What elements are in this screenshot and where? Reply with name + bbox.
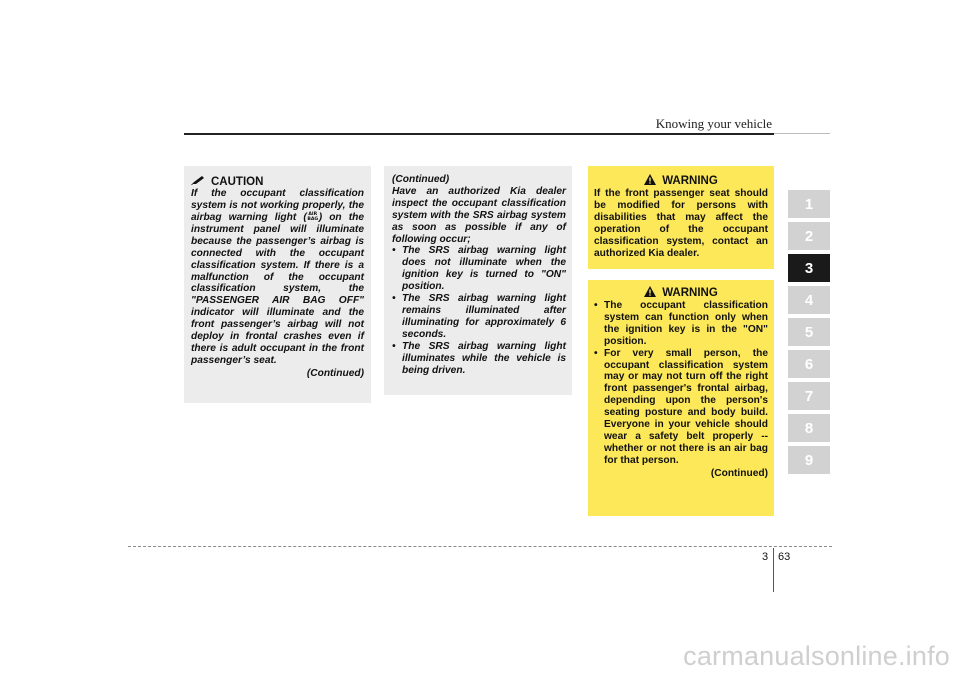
chapter-tab-6[interactable]: 6 — [788, 350, 830, 378]
footer-rule — [128, 546, 832, 547]
chapter-tab-9[interactable]: 9 — [788, 446, 830, 474]
continued-intro: Have an authorized Kia dealer inspect the occupant classification system with the SRS airbag system as soon as possible if any of following occur; — [392, 185, 566, 245]
caution-title: CAUTION — [211, 175, 264, 188]
chapter-tab-5[interactable]: 5 — [788, 318, 830, 346]
list-item: • The occupant classification system can function only when the ignition key is in the "ON" position. — [594, 300, 768, 348]
warning-title-row — [594, 286, 768, 300]
warning-box-classification — [588, 280, 774, 516]
watermark: carmanualsonline.info — [683, 641, 950, 671]
header-title: Knowing your vehicle — [655, 116, 772, 131]
continued-heading: (Continued) — [392, 174, 450, 185]
chapter-tabs — [788, 190, 830, 478]
pencil-icon — [191, 175, 205, 188]
warning-title-row — [594, 174, 768, 188]
chapter-tab-7[interactable]: 7 — [788, 382, 830, 410]
page-chapter-number: 3 — [762, 551, 769, 563]
chapter-tab-8[interactable]: 8 — [788, 414, 830, 442]
caution-text — [191, 188, 364, 367]
warning-box-seat-modification — [588, 166, 774, 269]
warning-text: If the front passenger seat should be modified for persons with disabilities that may affect the operation of the occupant classification system, contact an authorized Kia dealer. — [594, 188, 768, 259]
warning-triangle-icon — [644, 286, 656, 300]
list-item: • The SRS airbag warning light illuminates while the vehicle is being driven. — [392, 341, 566, 377]
caution-text-part1: If the occupant classification system is not working properly, the airbag warning light ( — [191, 188, 364, 223]
warning-title: WARNING — [662, 287, 718, 299]
warning-triangle-icon — [644, 174, 656, 188]
caution-continued: (Continued) — [306, 367, 364, 379]
header-rule-extension — [774, 133, 830, 134]
footer-divider — [773, 548, 774, 592]
header-rule — [184, 133, 774, 135]
page-number: 63 — [778, 551, 791, 563]
warning-title: WARNING — [662, 175, 718, 187]
continued-box — [384, 166, 572, 395]
list-item: • The SRS airbag warning light does not illuminate when the ignition key is turned to "ON" position. — [392, 245, 566, 293]
chapter-tab-3[interactable]: 3 — [788, 254, 830, 282]
warning-bullet-list — [594, 300, 768, 467]
chapter-tab-2[interactable]: 2 — [788, 222, 830, 250]
list-item: • The SRS airbag warning light remains illuminated after illuminating for approximately 6 seconds. — [392, 293, 566, 341]
caution-text-part2: ) on the instrument panel will illuminate because the passenger’s airbag is connected with the occupant classification system. If there is a malfunction of the occupant classification system, the "PASSENGER AIR BAG OFF" indicator will illuminate and the front passenger’s airbag will not deploy in frontal crashes even if there is adult occupant in the front passenger’s seat. — [191, 212, 364, 366]
caution-box — [184, 166, 371, 403]
list-item: • For very small person, the occupant classification system may or may not turn off the right front passenger's frontal airbag, depending upon the person's seating posture and body build. Everyone in your vehicle should wear a safety belt properly -- whether or not there is an air bag for that person. — [594, 348, 768, 467]
chapter-tab-1[interactable]: 1 — [788, 190, 830, 218]
caution-title-row — [191, 175, 364, 188]
continued-bullet-list — [392, 245, 566, 376]
chapter-tab-4[interactable]: 4 — [788, 286, 830, 314]
warning-continued: (Continued) — [710, 467, 768, 479]
airbag-warning-icon: AIR BAG — [307, 211, 319, 222]
